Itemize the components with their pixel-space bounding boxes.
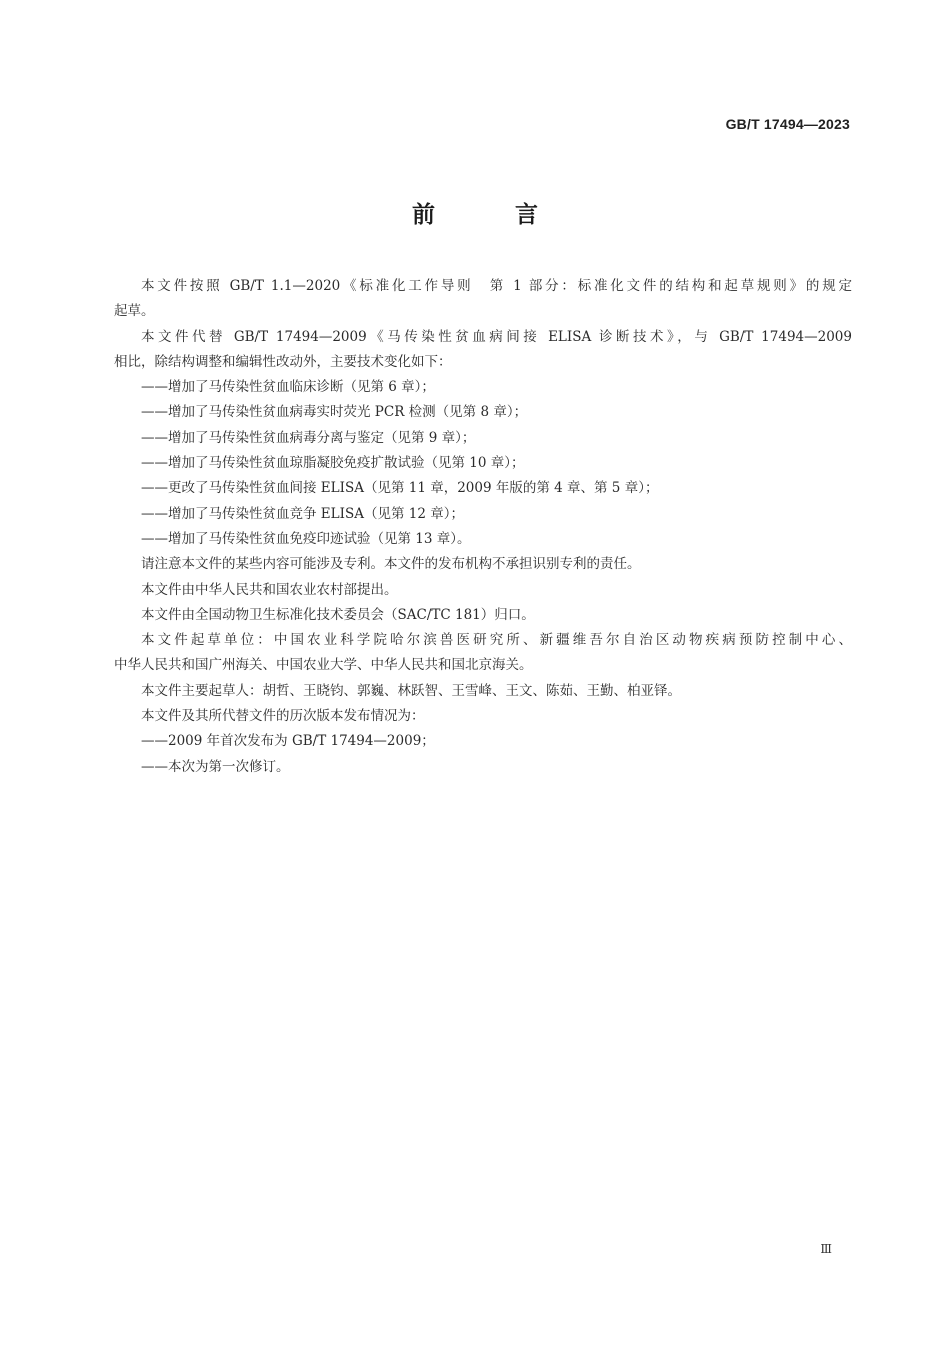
paragraph-drafting-rule-line2: 起草。 [114, 303, 155, 320]
history-item: ——2009 年首次发布为 GB/T 17494—2009； [141, 733, 435, 750]
paragraph-replacement-line1: 本文件代替 GB/T 17494—2009《马传染性贫血病间接 ELISA 诊断技术》，与 GB/T 17494—2009 [141, 328, 852, 345]
document-code: GB/T 17494—2023 [725, 116, 850, 132]
paragraph-history-intro: 本文件及其所代替文件的历次版本发布情况为： [141, 708, 425, 725]
paragraph-centralized-management: 本文件由全国动物卫生标准化技术委员会（SAC/TC 181）归口。 [141, 606, 535, 623]
paragraph-replacement-line2: 相比，除结构调整和编辑性改动外，主要技术变化如下： [114, 353, 452, 370]
change-item: ——增加了马传染性贫血病毒实时荧光 PCR 检测（见第 8 章）； [141, 404, 528, 421]
foreword-body [114, 274, 852, 780]
change-item: ——增加了马传染性贫血竞争 ELISA（见第 12 章）； [141, 505, 464, 522]
page-number: Ⅲ [820, 1242, 832, 1256]
page-title: 前 言 [411, 202, 574, 228]
history-item: ——本次为第一次修订。 [141, 758, 290, 775]
change-item: ——增加了马传染性贫血免疫印迹试验（见第 13 章）。 [141, 530, 471, 547]
paragraph-proposer: 本文件由中华人民共和国农业农村部提出。 [141, 581, 398, 598]
change-item: ——增加了马传染性贫血临床诊断（见第 6 章）； [141, 379, 435, 396]
change-item: ——增加了马传染性贫血病毒分离与鉴定（见第 9 章）； [141, 429, 476, 446]
change-item: ——更改了马传染性贫血间接 ELISA（见第 11 章，2009 年版的第 4 章、第 5 章）； [141, 480, 659, 497]
paragraph-drafters: 本文件主要起草人：胡哲、王晓钧、郭巍、林跃智、王雪峰、王文、陈茹、王勤、柏亚铎。 [141, 682, 681, 699]
paragraph-drafting-rule-line1: 本文件按照 GB/T 1.1—2020《标准化工作导则 第 1 部分：标准化文件的结构和起草规则》的规定 [141, 278, 852, 294]
paragraph-patent-notice: 请注意本文件的某些内容可能涉及专利。本文件的发布机构不承担识别专利的责任。 [141, 556, 641, 573]
paragraph-drafting-units-line2: 中华人民共和国广州海关、中国农业大学、中华人民共和国北京海关。 [114, 657, 533, 674]
paragraph-drafting-units-line1: 本文件起草单位：中国农业科学院哈尔滨兽医研究所、新疆维吾尔自治区动物疾病预防控制中心、 [141, 632, 852, 649]
change-item: ——增加了马传染性贫血琼脂凝胶免疫扩散试验（见第 10 章）； [141, 455, 525, 472]
